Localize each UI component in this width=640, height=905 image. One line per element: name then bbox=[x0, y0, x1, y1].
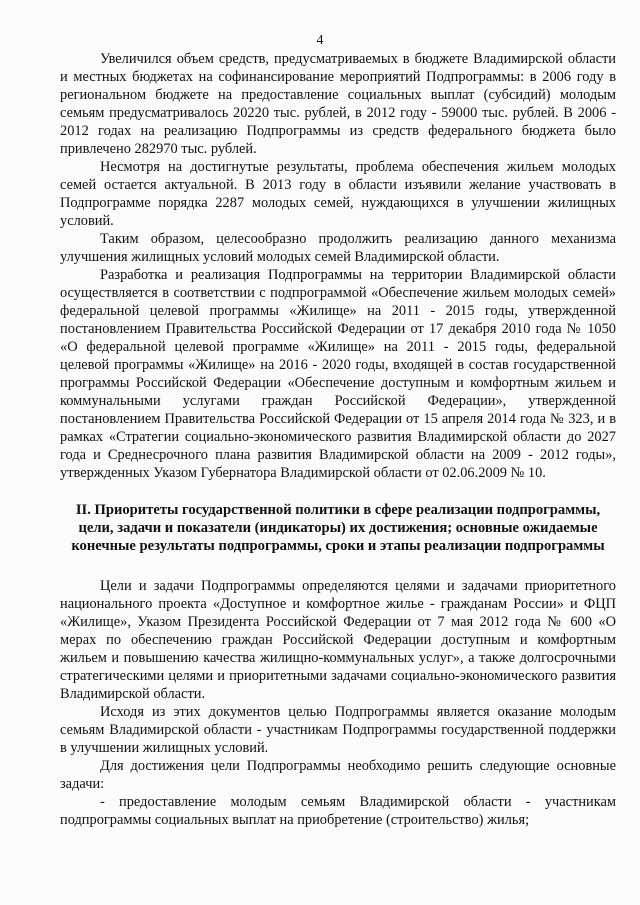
paragraph-conclusion: Таким образом, целесообразно продолжить реализацию данного механизма улучшения жилищных условий молодых семей Владимирской области. bbox=[60, 231, 616, 265]
paragraph-goals-tasks: Цели и задачи Подпрограммы определяются целями и задачами приоритетного национального проекта «Доступное и комфортное жилье - гражданам России» и ФЦП «Жилище», Указом Президента Российской Федерации от 7 мая 2012 года № 600 «О мерах по обеспечению граждан Российской Федерации доступным и комфортным жильем и повышению качества жилищно-коммунальных услуг», а также долгосрочными стратегическими целями и приоритетными задачами социально-экономического развития Владимирской области. bbox=[60, 578, 616, 702]
document-body bbox=[60, 50, 616, 829]
paragraph-purpose: Исходя из этих документов целью Подпрограммы является оказание молодым семьям Владимирской области - участникам Подпрограммы государственной поддержки в улучшении жилищных условий. bbox=[60, 704, 616, 756]
section-heading: II. Приоритеты государственной политики в сфере реализации подпрограммы, цели, задачи и показатели (индикаторы) их достижения; основные ожидаемые конечные результаты подпрограммы, сроки и этапы реализации подпрограммы bbox=[71, 502, 605, 554]
paragraph-budget-funding: Увеличился объем средств, предусматриваемых в бюджете Владимирской области и местных бюджетах на софинансирование мероприятий Подпрограммы: в 2006 году в региональном бюджете на предоставление социальных выплат (субсидий) молодым семьям предусматривалось 20220 тыс. рублей, в 2012 году - 59000 тыс. рублей. В 2006 - 2012 годах на реализацию Подпрограммы из средств федерального бюджета было привлечено 282970 тыс. рублей. bbox=[60, 51, 616, 157]
paragraph-problem-actual: Несмотря на достигнутые результаты, проблема обеспечения жильем молодых семей остается актуальной. В 2013 году в области изъявили желание участвовать в Подпрограмме порядка 2287 молодых семей, нуждающихся в улучшении жилищных условий. bbox=[60, 159, 616, 229]
list-item: - предоставление молодым семьям Владимирской области - участникам подпрограммы социальных выплат на приобретение (строительство) жилья; bbox=[60, 794, 616, 828]
paragraph-tasks-intro: Для достижения цели Подпрограммы необходимо решить следующие основные задачи: bbox=[60, 758, 616, 792]
page-number: 4 bbox=[316, 33, 324, 48]
paragraph-legal-basis: Разработка и реализация Подпрограммы на территории Владимирской области осуществляется в соответствии с подпрограммой «Обеспечение жильем молодых семей» федеральной целевой программы «Жилище» на 2011 - 2015 годы, утвержденной постановлением Правительства Российской Федерации от 17 декабря 2010 года № 1050 «О федеральной целевой программе «Жилище» на 2011 - 2015 годы, федеральной целевой программы «Жилище» на 2016 - 2020 годы, входящей в состав государственной программы Российской Федерации «Обеспечение доступным и комфортным жильем и коммунальными услугами граждан Российской Федерации», утвержденной постановлением Правительства Российской Федерации от 15 апреля 2014 года № 323, и в рамках «Стратегии социально-экономического развития Владимирской области до 2027 года и Среднесрочного плана развития Владимирской области на 2009 - 2012 годы», утвержденных Указом Губернатора Владимирской области от 02.06.2009 № 10. bbox=[60, 267, 616, 481]
